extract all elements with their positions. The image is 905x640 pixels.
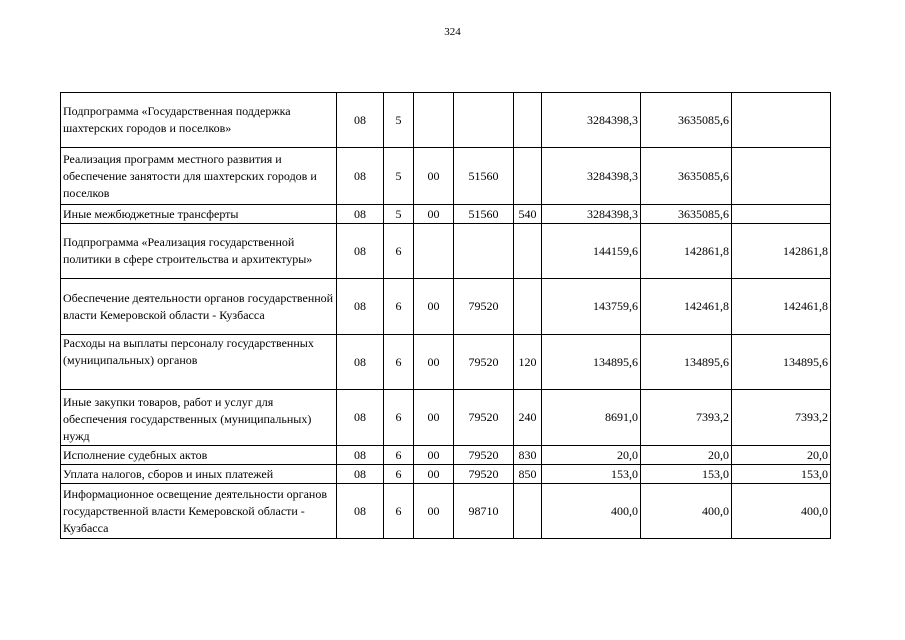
amount-year-2: 142861,8 (641, 224, 732, 279)
amount-year-2: 3635085,6 (641, 148, 732, 205)
direction-code: 79520 (454, 465, 514, 484)
row-name: Иные межбюджетные трансферты (61, 205, 337, 224)
row-name: Исполнение судебных актов (61, 446, 337, 465)
expense-type-code (514, 484, 542, 539)
amount-year-1: 3284398,3 (542, 205, 641, 224)
amount-year-1: 144159,6 (542, 224, 641, 279)
row-name: Обеспечение деятельности органов государственной власти Кемеровской области - Кузбасса (61, 279, 337, 335)
amount-year-3 (732, 93, 831, 148)
program-code: 6 (384, 335, 414, 390)
amount-year-1: 153,0 (542, 465, 641, 484)
subprogram-code: 00 (414, 148, 454, 205)
section-code: 08 (337, 205, 384, 224)
table-row (61, 224, 831, 279)
program-code: 6 (384, 446, 414, 465)
expense-type-code: 120 (514, 335, 542, 390)
program-code: 6 (384, 279, 414, 335)
amount-year-2: 134895,6 (641, 335, 732, 390)
table-row (61, 484, 831, 539)
expense-type-code: 850 (514, 465, 542, 484)
amount-year-3 (732, 205, 831, 224)
row-name: Расходы на выплаты персоналу государственных (муниципальных) органов (61, 335, 337, 390)
table-row (61, 465, 831, 484)
direction-code: 79520 (454, 335, 514, 390)
subprogram-code: 00 (414, 205, 454, 224)
expense-type-code: 830 (514, 446, 542, 465)
section-code: 08 (337, 335, 384, 390)
row-name: Иные закупки товаров, работ и услуг для обеспечения государственных (муниципальных) нужд (61, 390, 337, 446)
direction-code: 79520 (454, 279, 514, 335)
program-code: 5 (384, 93, 414, 148)
amount-year-1: 20,0 (542, 446, 641, 465)
direction-code: 51560 (454, 205, 514, 224)
subprogram-code: 00 (414, 446, 454, 465)
program-code: 6 (384, 224, 414, 279)
section-code: 08 (337, 465, 384, 484)
subprogram-code (414, 93, 454, 148)
amount-year-3: 142461,8 (732, 279, 831, 335)
amount-year-2: 3635085,6 (641, 93, 732, 148)
direction-code: 79520 (454, 446, 514, 465)
amount-year-2: 153,0 (641, 465, 732, 484)
row-name: Подпрограмма «Реализация государственной политики в сфере строительства и архитектуры» (61, 224, 337, 279)
section-code: 08 (337, 279, 384, 335)
page-number: 324 (444, 26, 461, 38)
amount-year-3 (732, 148, 831, 205)
amount-year-2: 7393,2 (641, 390, 732, 446)
section-code: 08 (337, 93, 384, 148)
subprogram-code: 00 (414, 279, 454, 335)
program-code: 5 (384, 205, 414, 224)
subprogram-code: 00 (414, 390, 454, 446)
amount-year-3: 400,0 (732, 484, 831, 539)
program-code: 6 (384, 390, 414, 446)
amount-year-1: 134895,6 (542, 335, 641, 390)
direction-code: 51560 (454, 148, 514, 205)
amount-year-3: 153,0 (732, 465, 831, 484)
section-code: 08 (337, 446, 384, 465)
amount-year-2: 20,0 (641, 446, 732, 465)
amount-year-1: 143759,6 (542, 279, 641, 335)
table-row (61, 390, 831, 446)
subprogram-code: 00 (414, 335, 454, 390)
amount-year-1: 3284398,3 (542, 93, 641, 148)
row-name: Информационное освещение деятельности органов государственной власти Кемеровской области - Кузбасса (61, 484, 337, 539)
amount-year-1: 400,0 (542, 484, 641, 539)
subprogram-code (414, 224, 454, 279)
amount-year-3: 20,0 (732, 446, 831, 465)
direction-code: 98710 (454, 484, 514, 539)
subprogram-code: 00 (414, 484, 454, 539)
row-name: Подпрограмма «Государственная поддержка шахтерских городов и поселков» (61, 93, 337, 148)
amount-year-2: 400,0 (641, 484, 732, 539)
budget-table (60, 92, 831, 539)
table-row (61, 205, 831, 224)
table-row (61, 335, 831, 390)
expense-type-code (514, 148, 542, 205)
section-code: 08 (337, 484, 384, 539)
section-code: 08 (337, 148, 384, 205)
program-code: 6 (384, 465, 414, 484)
amount-year-2: 3635085,6 (641, 205, 732, 224)
expense-type-code (514, 93, 542, 148)
expense-type-code: 240 (514, 390, 542, 446)
direction-code (454, 224, 514, 279)
subprogram-code: 00 (414, 465, 454, 484)
amount-year-2: 142461,8 (641, 279, 732, 335)
amount-year-3: 7393,2 (732, 390, 831, 446)
program-code: 5 (384, 148, 414, 205)
expense-type-code (514, 279, 542, 335)
table-row (61, 148, 831, 205)
section-code: 08 (337, 390, 384, 446)
amount-year-3: 142861,8 (732, 224, 831, 279)
expense-type-code (514, 224, 542, 279)
direction-code: 79520 (454, 390, 514, 446)
section-code: 08 (337, 224, 384, 279)
amount-year-1: 3284398,3 (542, 148, 641, 205)
row-name: Уплата налогов, сборов и иных платежей (61, 465, 337, 484)
amount-year-3: 134895,6 (732, 335, 831, 390)
table-row (61, 93, 831, 148)
table-row (61, 279, 831, 335)
expense-type-code: 540 (514, 205, 542, 224)
direction-code (454, 93, 514, 148)
program-code: 6 (384, 484, 414, 539)
row-name: Реализация программ местного развития и обеспечение занятости для шахтерских городов и поселков (61, 148, 337, 205)
table-row (61, 446, 831, 465)
amount-year-1: 8691,0 (542, 390, 641, 446)
